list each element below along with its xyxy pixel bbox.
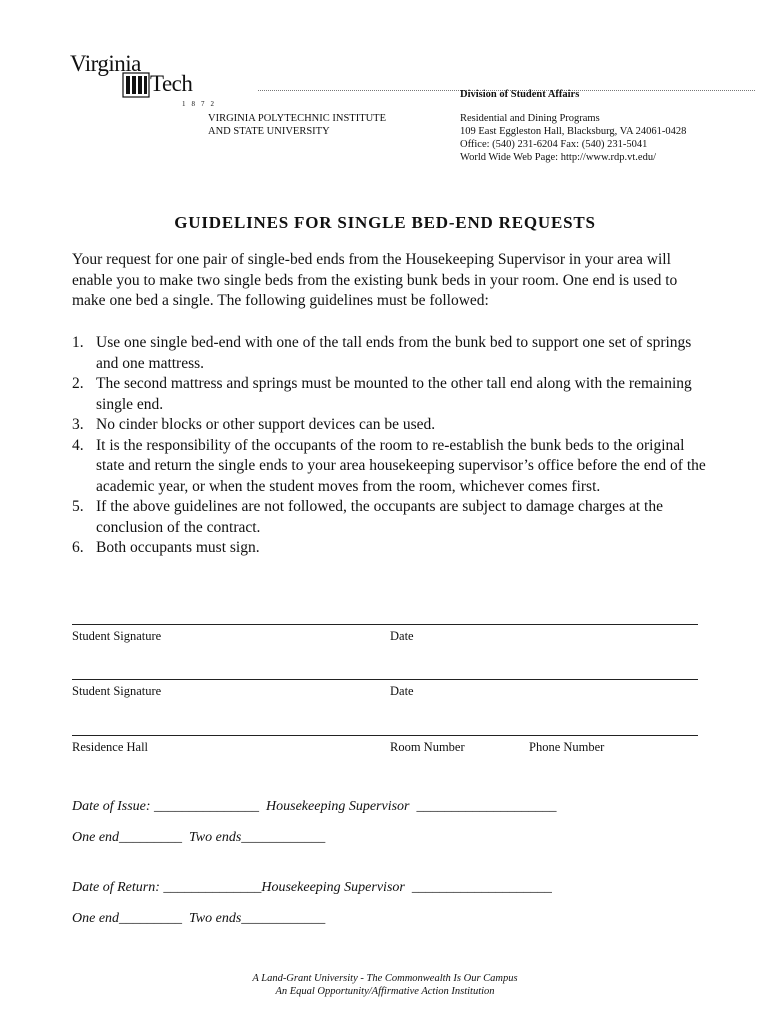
guideline-number: 6. (72, 539, 84, 556)
institution-line: AND STATE UNIVERSITY (208, 126, 330, 137)
phone-number-label: Phone Number (529, 740, 605, 754)
student-signature-label: Student Signature (72, 629, 162, 643)
address-line: Office: (540) 231-6204 Fax: (540) 231-5041 (460, 139, 648, 150)
date-label: Date (390, 629, 414, 643)
hokie-stone-icon (122, 72, 150, 98)
residence-hall-label: Residence Hall (72, 740, 149, 754)
address-line: Residential and Dining Programs (460, 113, 600, 124)
address-line: World Wide Web Page: http://www.rdp.vt.edu/ (460, 152, 656, 163)
signature-line[interactable] (72, 735, 698, 736)
return-ends-line[interactable]: One end_________ Two ends____________ (72, 911, 326, 926)
division-title: Division of Student Affairs (460, 89, 580, 100)
date-label: Date (390, 684, 414, 698)
room-number-label: Room Number (390, 740, 465, 754)
address-line: 109 East Eggleston Hall, Blacksburg, VA 24061-0428 (460, 126, 687, 137)
guideline-item (72, 415, 712, 436)
logo-year: 1872 (182, 100, 220, 108)
student-signature-label: Student Signature (72, 684, 162, 698)
date-of-issue-line[interactable]: Date of Issue: _______________ Housekeeping Supervisor ____________________ (72, 799, 557, 814)
guideline-number: 5. (72, 498, 84, 515)
intro-paragraph: Your request for one pair of single-bed ends from the Housekeeping Supervisor in your area will enable you to make two single beds from the existing bunk beds in your room. One end is used to make one bed a single. The following guidelines must be followed: (72, 251, 678, 309)
logo-word-tech: Tech (150, 71, 193, 96)
guideline-item (72, 538, 712, 559)
guideline-item (72, 333, 712, 374)
guideline-item (72, 374, 712, 415)
guideline-number: 3. (72, 416, 84, 433)
guideline-text: It is the responsibility of the occupants of the room to re-establish the bunk beds to the original state and return the single ends to your area housekeeping supervisor’s office before the end of the academic year, or when the student moves from the room, whichever comes first. (96, 436, 706, 495)
signature-line[interactable] (72, 624, 698, 625)
footer (0, 972, 770, 998)
logo-word-virginia: Virginia (70, 51, 141, 76)
date-of-return-line[interactable]: Date of Return: ______________Housekeeping Supervisor ____________________ (72, 880, 552, 895)
university-logo (70, 51, 220, 110)
institution-name (208, 112, 408, 138)
guidelines-list (72, 333, 712, 559)
footer-line: A Land-Grant University - The Commonwealth Is Our Campus (252, 973, 518, 984)
issue-ends-line[interactable]: One end_________ Two ends____________ (72, 830, 326, 845)
guideline-number: 2. (72, 375, 84, 392)
guideline-text: No cinder blocks or other support devices can be used. (96, 416, 436, 433)
guideline-text: Both occupants must sign. (96, 539, 260, 556)
address-block (460, 112, 760, 164)
footer-line: An Equal Opportunity/Affirmative Action Institution (275, 986, 495, 997)
guideline-item (72, 436, 712, 498)
guideline-text: If the above guidelines are not followed, the occupants are subject to damage charges at the conclusion of the contract. (96, 498, 663, 536)
signature-line[interactable] (72, 679, 698, 680)
guideline-number: 1. (72, 334, 84, 351)
guideline-number: 4. (72, 436, 84, 454)
guideline-item (72, 497, 712, 538)
page-title: GUIDELINES FOR SINGLE BED-END REQUESTS (174, 213, 596, 232)
guideline-text: Use one single bed-end with one of the tall ends from the bunk bed to support one set of springs and one mattress. (96, 334, 692, 372)
guideline-text: The second mattress and springs must be mounted to the other tall end along with the remaining single end. (96, 375, 692, 413)
institution-line: VIRGINIA POLYTECHNIC INSTITUTE (208, 113, 387, 124)
